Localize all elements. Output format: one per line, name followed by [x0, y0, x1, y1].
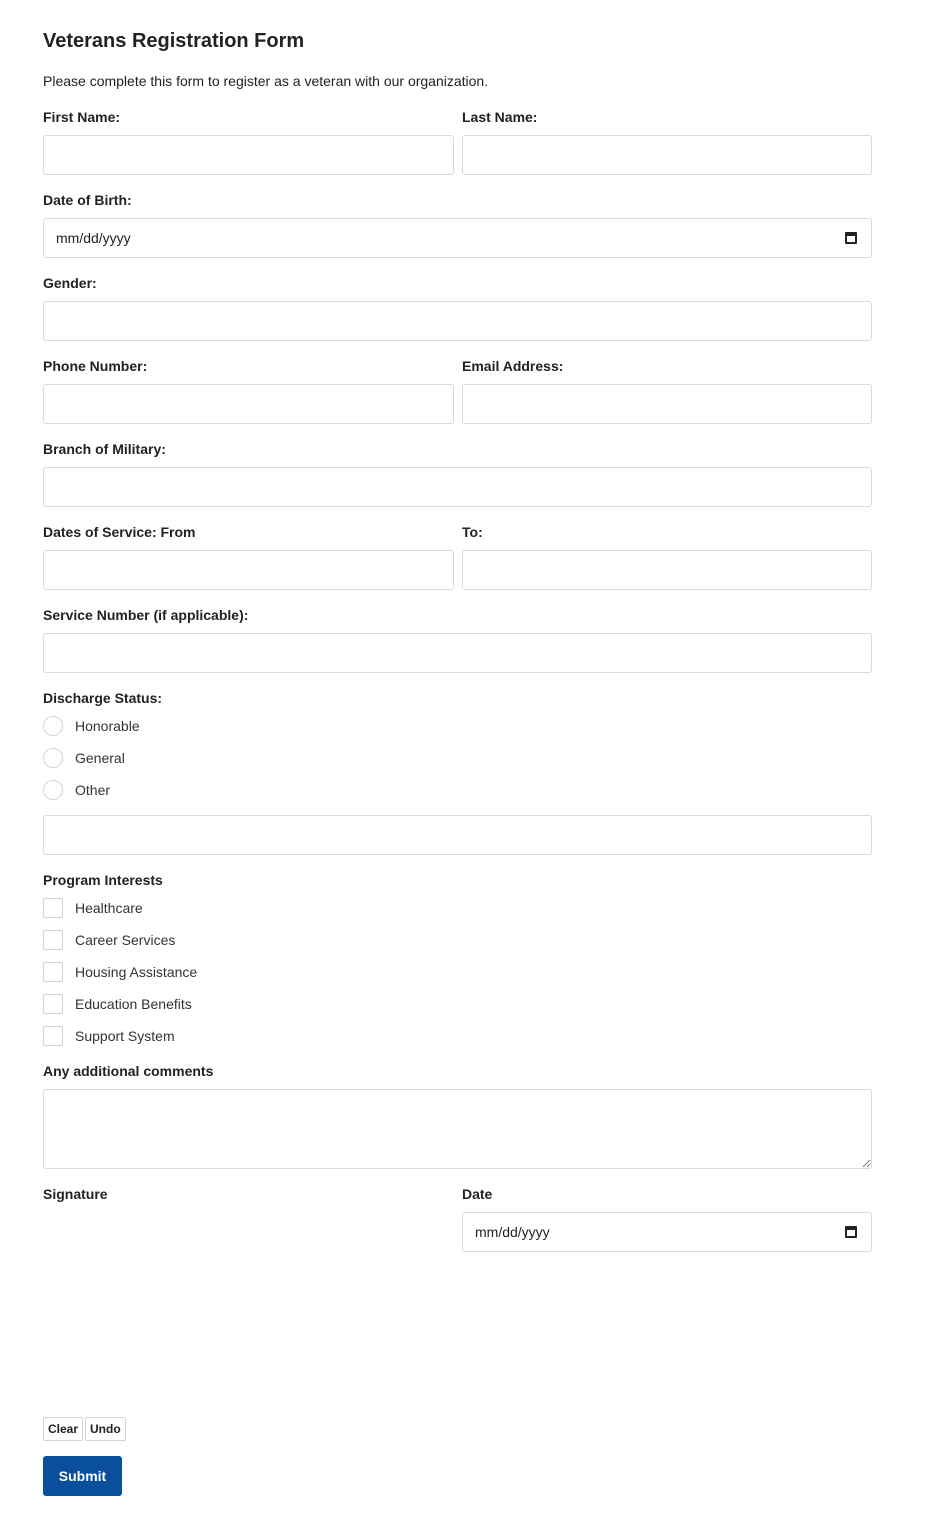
first-name-label: First Name:	[43, 109, 121, 125]
form-intro: Please complete this form to register as a veteran with our organization.	[43, 73, 489, 89]
comments-textarea[interactable]	[43, 1089, 872, 1169]
option-label: Honorable	[75, 718, 140, 734]
signature-label: Signature	[43, 1186, 108, 1202]
submit-button[interactable]: Submit	[43, 1456, 122, 1496]
page-title: Veterans Registration Form	[43, 30, 305, 52]
discharge-option-honorable[interactable]	[43, 715, 140, 737]
gender-label: Gender:	[43, 275, 97, 291]
option-label: Housing Assistance	[75, 964, 198, 980]
option-label: Career Services	[75, 932, 176, 948]
date-label: Date	[462, 1186, 493, 1202]
discharge-label: Discharge Status:	[43, 690, 163, 706]
discharge-option-other[interactable]	[43, 779, 110, 801]
option-label: Education Benefits	[75, 996, 192, 1012]
email-label: Email Address:	[462, 358, 564, 374]
service-number-input[interactable]	[43, 633, 872, 673]
program-option-support-system[interactable]	[43, 1025, 175, 1047]
branch-label: Branch of Military:	[43, 441, 166, 457]
checkbox-housing-assistance[interactable]	[43, 962, 63, 982]
radio-other[interactable]	[43, 780, 63, 800]
option-label: Healthcare	[75, 900, 143, 916]
checkbox-career-services[interactable]	[43, 930, 63, 950]
program-option-housing-assistance[interactable]	[43, 961, 197, 983]
service-from-input[interactable]	[43, 550, 454, 590]
date-input[interactable]	[462, 1212, 872, 1252]
signature-pad[interactable]	[43, 1212, 454, 1402]
radio-general[interactable]	[43, 748, 63, 768]
gender-input[interactable]	[43, 301, 872, 341]
program-option-education-benefits[interactable]	[43, 993, 192, 1015]
dob-label: Date of Birth:	[43, 192, 132, 208]
program-option-healthcare[interactable]	[43, 897, 143, 919]
calendar-icon[interactable]	[845, 1226, 857, 1238]
date-placeholder: mm/dd/yyyy	[475, 1224, 550, 1240]
first-name-input[interactable]	[43, 135, 454, 175]
dob-input[interactable]	[43, 218, 872, 258]
email-input[interactable]	[462, 384, 872, 424]
dob-placeholder: mm/dd/yyyy	[56, 230, 131, 246]
checkbox-support-system[interactable]	[43, 1026, 63, 1046]
programs-label: Program Interests	[43, 872, 163, 888]
last-name-label: Last Name:	[462, 109, 538, 125]
phone-label: Phone Number:	[43, 358, 148, 374]
discharge-option-general[interactable]	[43, 747, 125, 769]
option-label: General	[75, 750, 125, 766]
calendar-icon[interactable]	[845, 232, 857, 244]
phone-input[interactable]	[43, 384, 454, 424]
radio-honorable[interactable]	[43, 716, 63, 736]
comments-label: Any additional comments	[43, 1063, 214, 1079]
option-label: Other	[75, 782, 111, 798]
undo-button[interactable]: Undo	[85, 1417, 126, 1441]
service-from-label: Dates of Service: From	[43, 524, 196, 540]
service-to-input[interactable]	[462, 550, 872, 590]
branch-input[interactable]	[43, 467, 872, 507]
option-label: Support System	[75, 1028, 175, 1044]
discharge-other-input[interactable]	[43, 815, 872, 855]
service-number-label: Service Number (if applicable):	[43, 607, 249, 623]
clear-button[interactable]: Clear	[43, 1417, 83, 1441]
checkbox-healthcare[interactable]	[43, 898, 63, 918]
program-option-career-services[interactable]	[43, 929, 175, 951]
service-to-label: To:	[462, 524, 483, 540]
checkbox-education-benefits[interactable]	[43, 994, 63, 1014]
last-name-input[interactable]	[462, 135, 872, 175]
